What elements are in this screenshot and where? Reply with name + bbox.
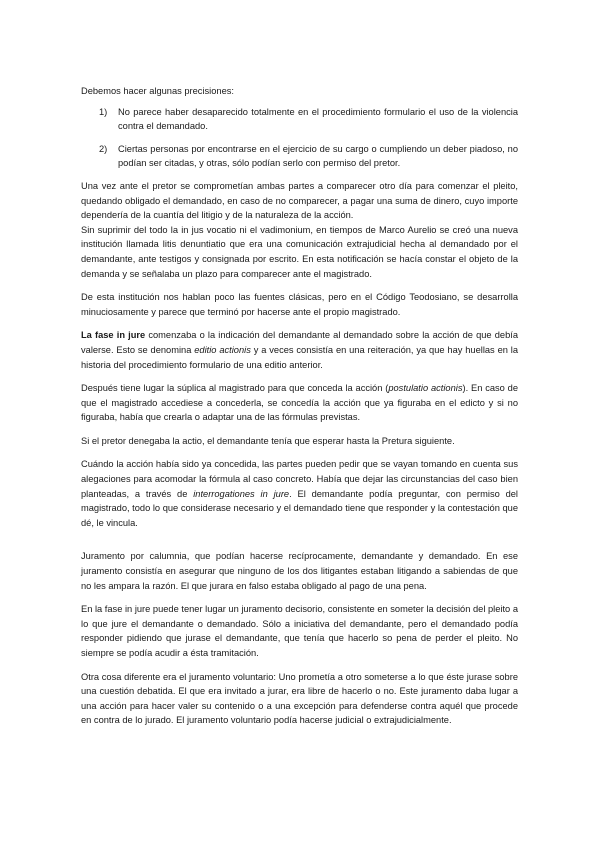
paragraph-postulatio [81, 381, 518, 425]
bold-heading: La fase in jure [81, 330, 146, 341]
text-segment: Cuándo la acción había sido ya concedida, las partes pueden pedir que se vayan tomando en cuenta sus alegaciones para acomodar la fórmula al caso concreto. Había que dejar las circunstancias del caso bien planteadas, a través de [81, 459, 518, 499]
paragraph-juramento-calumnia: Juramento por calumnia, que podían hacerse recíprocamente, demandante y demandado. En ese juramento consistía en asegurar que ninguno de los dos litigantes estaban litigando a sabiendas de que no les ampara la razón. El que jurara en falso estaba obligado al pago de una pena. [81, 551, 518, 591]
paragraph-codigo-teodosiano: De esta institución nos hablan poco las fuentes clásicas, pero en el Código Teodosiano, se desarrolla minuciosamente y parece que terminó por hacerse ante el propio magistrado. [81, 292, 518, 317]
italic-term: editio actionis [194, 344, 251, 355]
italic-term: postulatio actionis [388, 383, 463, 394]
text-segment: Después tiene lugar la súplica al magistrado para que conceda la acción ( [81, 383, 389, 394]
list-item [99, 142, 518, 171]
paragraph-denegacion: Si el pretor denegaba la actio, el demandante tenía que esperar hasta la Pretura siguiente. [81, 435, 455, 446]
list-item-number: 2) [99, 143, 108, 154]
text-segment: ). En caso de que el magistrado accediese a concederla, se concedía la acción que ya figuraba en el edicto y si no figuraba, había que crearla o adaptar una de las fórmulas previstas. [81, 383, 518, 423]
paragraph-litis-denuntiatio: Sin suprimir del todo la in jus vocatio ni el vadimonium, en tiempos de Marco Aurelio se creó una nueva institución llamada litis denuntiatio que era una comunicación extrajudicial hecha al demandado por el demandante, ante testigos y consignada por escrito. En esta notificación se hacía constar el objeto de la demanda y se señalaba un plazo para comparecer ante el magistrado. [81, 224, 518, 279]
intro-paragraph: Debemos hacer algunas precisiones: [81, 86, 234, 96]
text-segment: y a veces consistía en una reiteración, ya que hay huellas en la historia del procedimiento formulario de una editio anterior. [81, 344, 518, 370]
paragraph-fase-in-jure [81, 328, 518, 372]
text-segment: comenzaba o la indicación del demandante al demandado sobre la acción de que debía valerse. Esto se denomina [81, 330, 518, 355]
list-item-text: Ciertas personas por encontrarse en el ejercicio de su cargo o cumpliendo un deber piadoso, no podían ser citadas, y otras, sólo podían serlo con permiso del pretor. [118, 143, 518, 169]
paragraph-juramento-decisorio: En la fase in jure puede tener lugar un juramento decisorio, consistente en someter la decisión del pleito a lo que jure el demandante o demandado. Sólo a iniciativa del demandante, pero el demandado podía responder pidiendo que jurase el demandante, que tenía que hacerlo so pena de perder el pleito. No siempre se podía acudir a ésta tramitación. [81, 604, 518, 658]
list-item-number: 1) [99, 106, 108, 117]
text-segment: . El demandante podía preguntar, con permiso del magistrado, todo lo que considerase necesario y el demandado tiene que responder y la contestación que dé, le vincula. [81, 488, 519, 528]
list-item-text: No parece haber desaparecido totalmente en el procedimiento formulario el uso de la violencia contra el demandado. [118, 106, 518, 132]
list-item [99, 105, 518, 134]
italic-term: interrogationes in jure [193, 488, 290, 499]
precisions-list [81, 105, 518, 171]
paragraph-interrogationes [81, 457, 518, 530]
paragraph-juramento-voluntario: Otra cosa diferente era el juramento voluntario: Uno prometía a otro someterse a lo que éste jurase sobre una cuestión debatida. El que era invitado a jurar, era libre de hacerlo o no. Este juramento daba lugar a una acción para hacer valer su contenido o a una excepción para defenderse contra aquél que procede en contra de lo jurado. El juramento voluntario podía hacerse judicial o extrajudicialmente. [81, 671, 518, 726]
paragraph-comparecencia: Una vez ante el pretor se comprometían ambas partes a comparecer otro día para comenzar el pleito, quedando obligado el demandado, en caso de no comparecer, a pagar una suma de dinero, cuyo importe dependería de la cuantía del litigio y de la naturaleza de la acción. [81, 180, 518, 221]
